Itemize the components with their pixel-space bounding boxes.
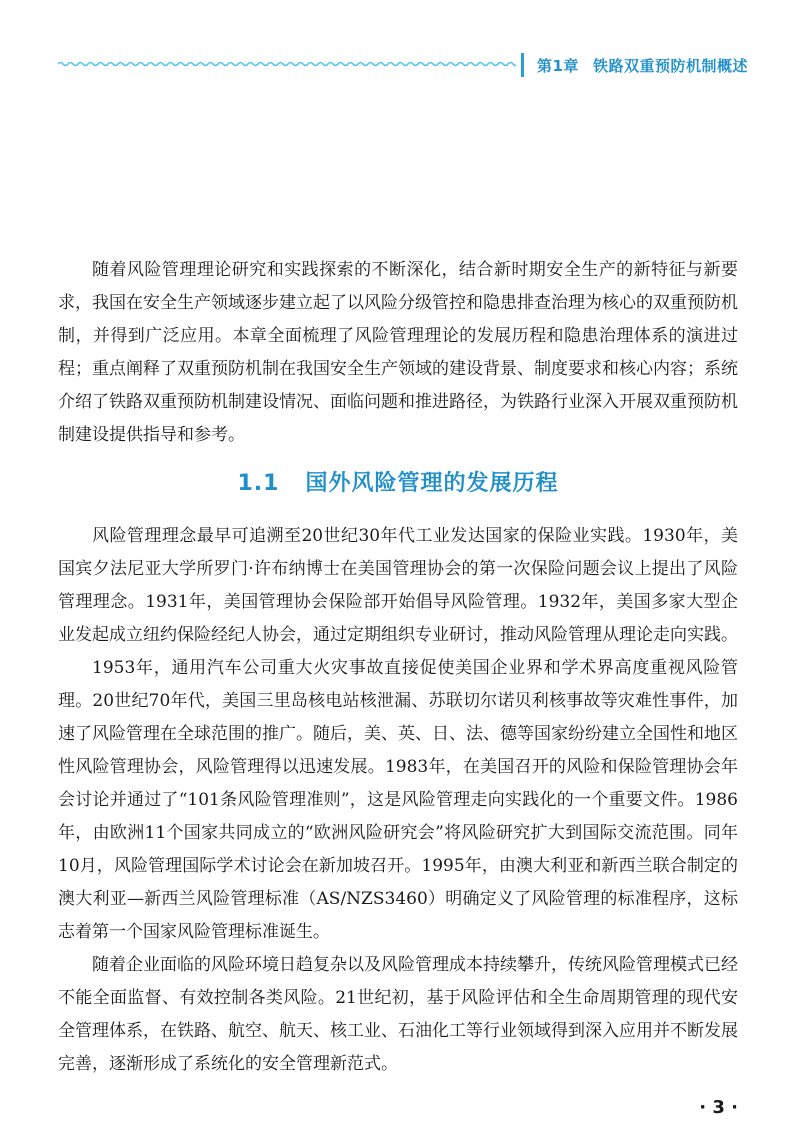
chapter-title: 铁路双重预防机制概述 — [592, 57, 748, 75]
running-header — [0, 0, 790, 90]
page-number: · 3 · — [699, 1097, 738, 1118]
page-body — [58, 254, 738, 1081]
body-paragraph: 随着企业面临的风险环境日趋复杂以及风险管理成本持续攀升，传统风险管理模式已经不能全面监督、有效控制各类风险。21世纪初，基于风险评估和全生命周期管理的现代安全管理体系，在铁路、航空、航天、核工业、石油化工等行业领域得到深入应用并不断发展完善，逐渐形成了系统化的安全管理新范式。 — [58, 955, 738, 1074]
section-number: 1.1 — [237, 471, 280, 496]
intro-paragraph: 随着风险管理理论研究和实践探索的不断深化，结合新时期安全生产的新特征与新要求，我国在安全生产领域逐步建立起了以风险分级管控和隐患排查治理为核心的双重预防机制，并得到广泛应用。本章全面梳理了风险管理理论的发展历程和隐患治理体系的演进过程；重点阐释了双重预防机制在我国安全生产领域的建设背景、制度要求和核心内容；系统介绍了铁路双重预防机制建设情况、面临问题和推进路径，为铁路行业深入开展双重预防机制建设提供指导和参考。 — [58, 260, 738, 445]
chapter-header — [537, 55, 748, 76]
header-divider — [521, 53, 524, 77]
wave-decoration — [58, 58, 516, 70]
section-title: 国外风险管理的发展历程 — [305, 471, 559, 496]
chapter-number: 第1章 — [537, 57, 579, 75]
body-paragraph: 风险管理理念最早可追溯至20世纪30年代工业发达国家的保险业实践。1930年，美国宾夕法尼亚大学所罗门·许布纳博士在美国管理协会的第一次保险问题会议上提出了风险管理理念。1931年，美国管理协会保险部开始倡导风险管理。1932年，美国多家大型企业发起成立纽约保险经纪人协会，通过定期组织专业研讨，推动风险管理从理论走向实践。 — [58, 526, 738, 645]
body-paragraph: 1953年，通用汽车公司重大火灾事故直接促使美国企业界和学术界高度重视风险管理。20世纪70年代，美国三里岛核电站核泄漏、苏联切尔诺贝利核事故等灾难性事件，加速了风险管理在全球范围的推广。随后，美、英、日、法、德等国家纷纷建立全国性和地区性风险管理协会，风险管理得以迅速发展。1983年，在美国召开的风险和保险管理协会年会讨论并通过了“101条风险管理准则”，这是风险管理走向实践化的一个重要文件。1986年，由欧洲11个国家共同成立的“欧洲风险研究会”将风险研究扩大到国际交流范围。同年10月，风险管理国际学术讨论会在新加坡召开。1995年，由澳大利亚和新西兰联合制定的澳大利亚—新西兰风险管理标准（AS/NZS3460）明确定义了风险管理的标准程序，这标志着第一个国家风险管理标准诞生。 — [58, 658, 738, 942]
section-heading — [58, 466, 738, 502]
